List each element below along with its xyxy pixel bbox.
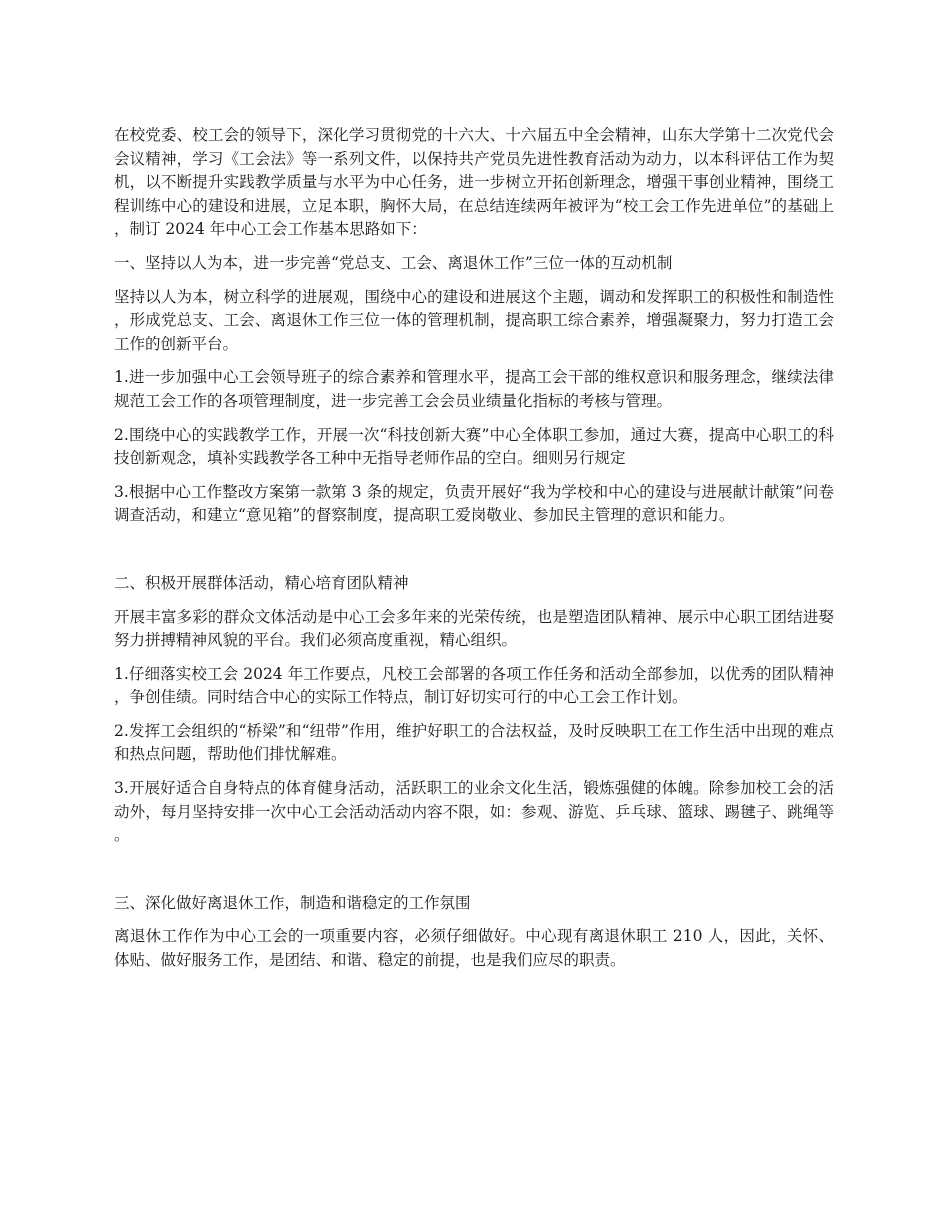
- section-spacer: [114, 858, 834, 892]
- document-page: [114, 124, 834, 983]
- section-1-paragraph-3: 2.围绕中心的实践教学工作，开展一次“科技创新大赛”中心全体职工参加，通过大赛，提高中心职工的科技创新观念，填补实践教学各工种中无指导老师作品的空白。细则另行规定: [114, 425, 834, 468]
- section-1-paragraph-1: 坚持以人为本，树立科学的进展观，围绕中心的建设和进展这个主题，调动和发挥职工的积极性和制造性，形成党总支、工会、离退休工作三位一体的管理机制，提高职工综合素养，增强凝聚力，努力打造工会工作的创新平台。: [114, 287, 834, 353]
- section-2-paragraph-2: 1.仔细落实校工会 2024 年工作要点，凡校工会部署的各项工作任务和活动全部参加，以优秀的团队精神，争创佳绩。同时结合中心的实际工作特点，制订好切实可行的中心工会工作计划。: [114, 664, 834, 707]
- section-2-heading: 二、积极开展群体活动，精心培育团队精神: [114, 573, 409, 592]
- section-1-paragraph-2: 1.进一步加强中心工会领导班子的综合素养和管理水平，提高工会干部的维权意识和服务理念，继续法律规范工会工作的各项管理制度，进一步完善工会会员业绩量化指标的考核与管理。: [114, 368, 834, 410]
- section-1-heading: 一、坚持以人为本，进一步完善“党总支、工会、离退休工作”三位一体的互动机制: [114, 253, 673, 272]
- intro-paragraph: 在校党委、校工会的领导下，深化学习贯彻党的十六大、十六届五中全会精神，山东大学第十二次党代会会议精神，学习《工会法》等一系列文件，以保持共产党员先进性教育活动为动力，以本科评估工作为契机，以不断提升实践教学质量与水平为中心任务，进一步树立开拓创新理念，增强干事创业精神，围绕工程训练中心的建设和进展，立足本职，胸怀大局，在总结连续两年被评为“校工会工作先进单位”的基础上，制订 2024 年中心工会工作基本思路如下：: [114, 126, 834, 239]
- section-spacer: [114, 538, 834, 572]
- section-1-paragraph-4: 3.根据中心工作整改方案第一款第 3 条的规定，负责开展好“我为学校和中心的建设与进展献计献策”问卷调查活动，和建立“意见箱”的督察制度，提高职工爱岗敬业、参加民主管理的意识和能力。: [114, 482, 834, 525]
- section-3-paragraph-1: 离退休工作作为中心工会的一项重要内容，必须仔细做好。中心现有离退休职工 210 人，因此，关怀、体贴、做好服务工作，是团结、和谐、稳定的前提，也是我们应尽的职责。: [114, 927, 834, 970]
- section-3-heading: 三、深化做好离退休工作，制造和谐稳定的工作氛围: [114, 893, 471, 912]
- section-2-paragraph-4: 3.开展好适合自身特点的体育健身活动，活跃职工的业余文化生活，锻炼强健的体魄。除参加校工会的活动外，每月坚持安排一次中心工会活动活动内容不限，如：参观、游览、乒乓球、篮球、踢毽子、跳绳等。: [114, 779, 834, 845]
- section-2-paragraph-1: 开展丰富多彩的群众文体活动是中心工会多年来的光荣传统，也是塑造团队精神、展示中心职工团结进娶努力拼搏精神风貌的平台。我们必须高度重视，精心组织。: [114, 607, 834, 650]
- section-2-paragraph-3: 2.发挥工会组织的“桥梁”和“纽带”作用，维护好职工的合法权益，及时反映职工在工作生活中出现的难点和热点问题，帮助他们排忧解难。: [114, 721, 834, 764]
